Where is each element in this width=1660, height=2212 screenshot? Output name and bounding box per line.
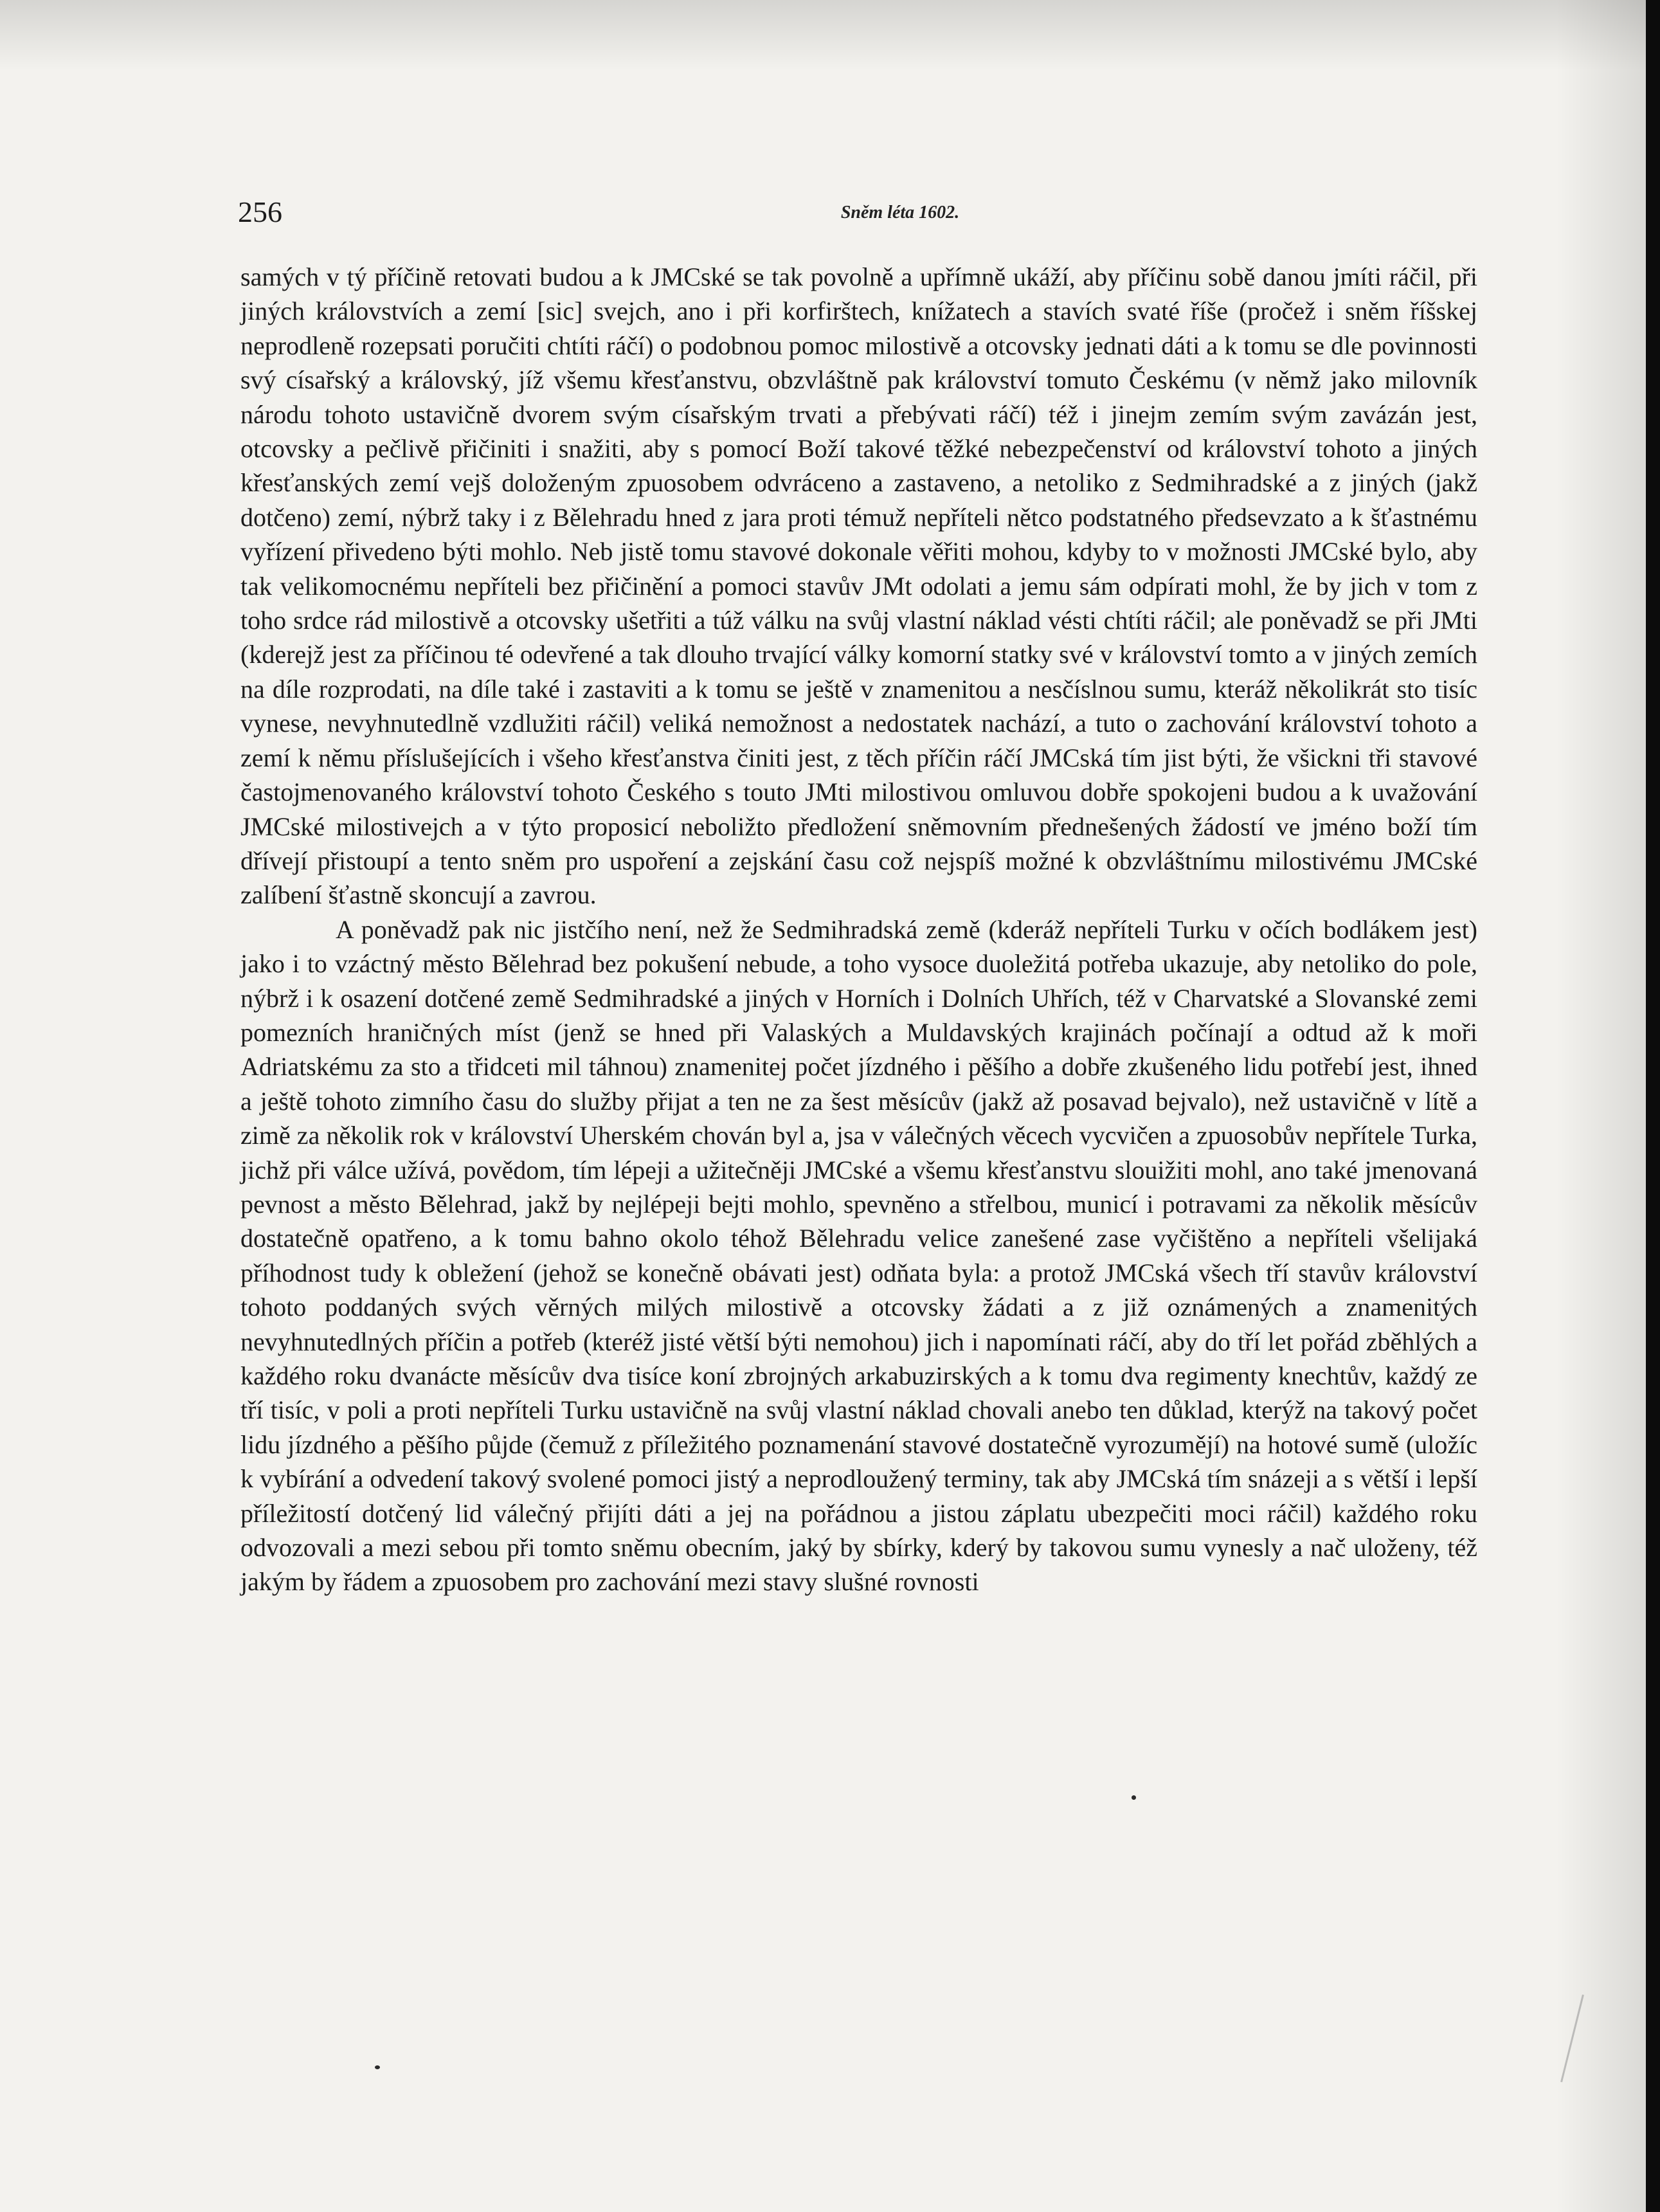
page-header: [238, 192, 1472, 237]
running-head: Sněm léta 1602.: [840, 203, 960, 222]
page-number: 256: [238, 195, 282, 228]
scan-speck: [1132, 1795, 1136, 1800]
scan-speck: [375, 2065, 380, 2069]
paragraph-2: A poněvadž pak nic jistčího není, než že Sedmihradská země (kderáž nepříteli Turku v očích bodlákem jest) jako i to vzáctný město Bělehrad bez pokušení nebude, a toho vysoce duoležitá potřeba ukazuje, aby netoliko do pole, nýbrž i k osazení dotčené země Sedmihradské a jiných v Horních i Dolních Uhřích, též v Charvatské a Slovanské zemi pomezních hraničných míst (jenž se hned při Valaských a Muldavských krajinách počínají a odtud až k moři Adriatskému za sto a třidceti mil táhnou) znamenitej počet jízdného i pěšího a dobře zkušeného lidu potřebí jest, ihned a ještě tohoto zimního času do služby přijat a ten ne za šest měsícův (jakž až posavad bejvalo), než ustavičně v lítě a zimě za několik rok v království Uherském chován byl a, jsa v válečných věcech vycvičen a zpuosobův nepřítele Turka, jichž při válce užívá, povědom, tím lépeji a užitečněji JMCské a všemu křesťanstvu slouižiti mohl, ano také jmenovaná pevnost a město Bělehrad, jakž by nejlépeji bejti mohlo, spevněno a střelbou, municí i potravami za několik měsícův dostatečně opatřeno, a k tomu bahno okolo téhož Bělehradu velice zanešené zase vyčištěno a nepříteli všelijaká příhodnost tudy k obležení (jehož se konečně obávati jest) odňata byla: a protož JMCská všech tří stavův království tohoto poddaných svých věrných milých milostivě a otcovsky žádati a z již oznámených a znamenitých nevyhnutedlných příčin a potřeb (kteréž jisté větší býti nemohou) jich i napomínati ráčí, aby do tří let pořád zběhlých a každého roku dvanácte měsícův dva tisíce koní zbrojných arkabuzirských a k tomu dva regimenty knechtův, každý ze tří tisíc, v poli a proti nepříteli Turku ustavičně na svůj vlastní náklad chovali anebo ten důklad, kterýž na takový počet lidu jízdného a pěšího půjde (čemuž z příležitého poznamenání stavové dostatečně vyrozumějí) na hotové sumě (uložíc k vybírání a odvedení takový svolené pomoci jistý a neprodloužený terminy, tak aby JMCská tím snázeji a s větší i lepší příležitostí dotčený lid válečný přijíti dáti a jej na pořádnou a jistou záplatu ubezpečiti moci ráčil) každého roku odvozovali a mezi sebou při tomto sněmu obecním, jaký by sbírky, kderý by takovou sumu vynesly a nač uloženy, též jakým by řádem a zpuosobem pro zachování mezi stavy slušné rovnosti: [240, 914, 1477, 1597]
paragraph-1: samých v tý příčině retovati budou a k JMCské se tak povolně a upřímně ukáží, aby příčinu sobě danou jmíti ráčil, při jiných královstvích a zemí [sic] svejch, ano i při korfirštech, knížatech a stavích svaté říše (pročež i sněm říšskej neprodleně rozepsati poručiti chtíti ráčí) o podobnou pomoc milostivě a otcovsky jednati dáti a k tomu se dle povinnosti svý císařský a královský, jíž všemu křesťanstvu, obzvláštně pak království tomuto Českému (v němž jako milovník národu tohoto ustavičně dvorem svým císařským trvati a přebývati ráčí) též i jinejm zemím svým zavázán jest, otcovsky a pečlivě přičiniti i snažiti, aby s pomocí Boží takové těžké nebezpečenství od království tohoto a jiných křesťanských zemí vejš doloženým zpuosobem odvráceno a zastaveno, a netoliko z Sedmihradské a z jiných (jakž dotčeno) zemí, nýbrž taky i z Bělehradu hned z jara proti témuž nepříteli nětco podstatného předsevzato a k šťastnému vyřízení přivedeno býti mohlo. Neb jistě tomu stavové dokonale věřiti mohou, kdyby to v možnosti JMCské bylo, aby tak velikomocnému nepříteli bez přičinění a pomoci stavův JMt odolati a jemu sám odpírati mohl, že by jich v tom z toho srdce rád milostivě a otcovsky ušetřiti a túž válku na svůj vlastní náklad vésti chtíti ráčil; ale poněvadž se při JMti (kderejž jest za příčinou té odevřené a tak dlouho trvající války komorní statky své v království tomto a v jiných zemích na díle rozprodati, na díle také i zastaviti a k tomu se ještě v znamenitou a nesčíslnou sumu, kteráž několikrát sto tisíc vynese, nevyhnutedlně vzdlužiti ráčil) veliká nemožnost a nedostatek nachází, a tuto o zachování království tohoto a zemí k němu příslušejících i všeho křesťanstva činiti jest, z těch příčin ráčí JMCská tím jist býti, že všickni tři stavové častojmenovaného království tohoto Českého s touto JMti milostivou omluvou dobře spokojeni budou a k uvažování JMCské milostivejch a v týto proposicí neboližto předložení sněmovním přednešených žádostí ve jméno boží tím dřívejí přistoupí a tento sněm pro uspoření a zejskání času což nejspíš možné k obzvláštnímu milostivému JMCské zalíbení šťastně skoncují a zavrou.: [240, 262, 1477, 910]
scan-shadow-right: [1556, 0, 1646, 2212]
body-text: [240, 260, 1477, 1599]
scan-shadow-top: [0, 0, 1646, 71]
scan-edge-right: [1646, 0, 1660, 2212]
